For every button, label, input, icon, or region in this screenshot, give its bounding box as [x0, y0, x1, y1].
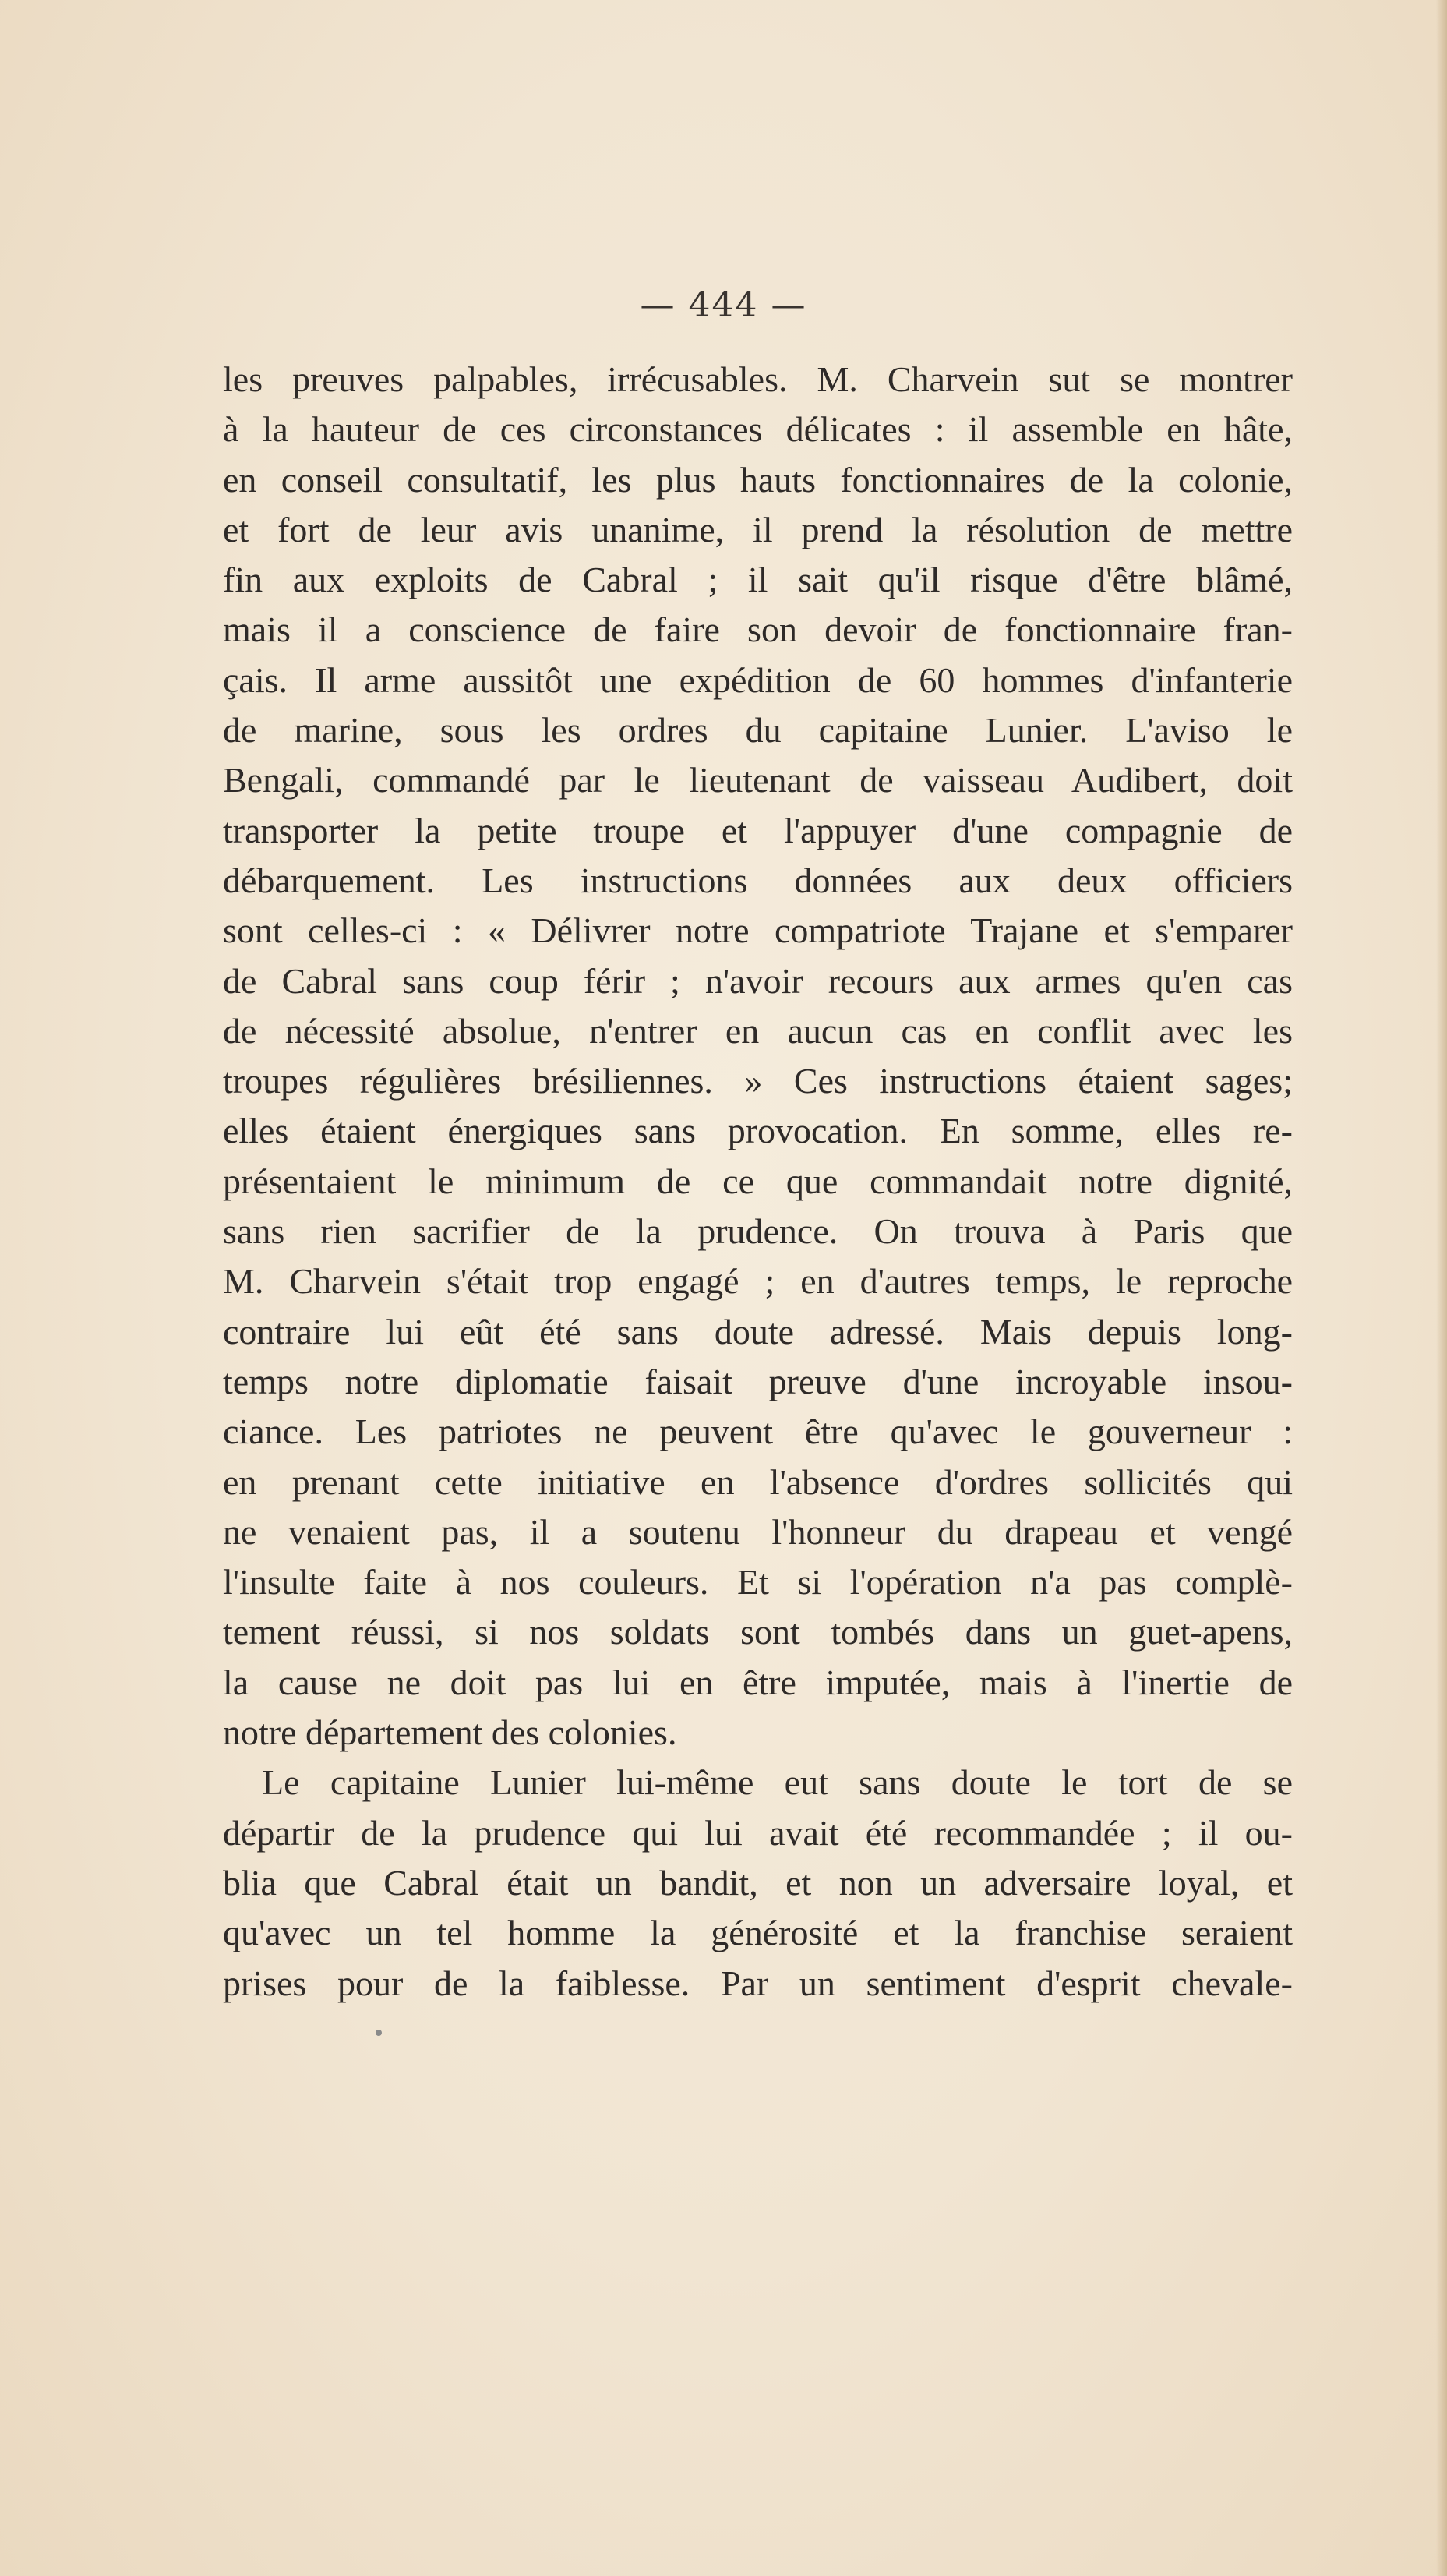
- text-line: en conseil consultatif, les plus hauts fonctionnaires de la colonie,: [223, 459, 1293, 500]
- text-line: et fort de leur avis unanime, il prend la résolution de mettre: [223, 509, 1293, 549]
- text-line: présentaient le minimum de ce que commandait notre dignité,: [223, 1161, 1293, 1201]
- text-line: les preuves palpables, irrécusables. M. Charvein sut se montrer: [223, 359, 1293, 399]
- page-number: — 444 —: [640, 285, 807, 325]
- text-line: transporter la petite troupe et l'appuyer d'une compagnie de: [223, 810, 1293, 850]
- text-line: Bengali, commandé par le lieutenant de vaisseau Audibert, doit: [223, 760, 1293, 800]
- text-line: de marine, sous les ordres du capitaine Lunier. L'aviso le: [223, 710, 1293, 751]
- body-text: [223, 355, 1293, 2009]
- text-line: notre département des colonies.: [223, 1712, 677, 1753]
- text-line: débarquement. Les instructions données aux deux officiers: [223, 860, 1293, 900]
- text-line: contraire lui eût été sans doute adressé. Mais depuis long-: [223, 1311, 1293, 1352]
- text-line: prises pour de la faiblesse. Par un sentiment d'esprit chevale-: [223, 1963, 1293, 2003]
- text-line: sont celles-ci : « Délivrer notre compatriote Trajane et s'emparer: [223, 910, 1293, 951]
- text-line: Le capitaine Lunier lui-même eut sans doute le tort de se: [262, 1762, 1293, 1803]
- text-line: la cause ne doit pas lui en être imputée, mais à l'inertie de: [223, 1662, 1293, 1702]
- text-line: départir de la prudence qui lui avait été recommandée ; il ou-: [223, 1812, 1293, 1853]
- text-line: M. Charvein s'était trop engagé ; en d'autres temps, le reproche: [223, 1261, 1293, 1302]
- text-line: en prenant cette initiative en l'absence d'ordres sollicités qui: [223, 1461, 1293, 1502]
- text-line: de Cabral sans coup férir ; n'avoir recours aux armes qu'en cas: [223, 960, 1293, 1001]
- text-line: temps notre diplomatie faisait preuve d'une incroyable insou-: [223, 1361, 1293, 1401]
- text-line: qu'avec un tel homme la générosité et la franchise seraient: [223, 1913, 1293, 1953]
- text-line: troupes régulières brésiliennes. » Ces instructions étaient sages;: [223, 1061, 1293, 1101]
- text-line: de nécessité absolue, n'entrer en aucun cas en conflit avec les: [223, 1010, 1293, 1051]
- text-line: fin aux exploits de Cabral ; il sait qu'il risque d'être blâmé,: [223, 560, 1293, 600]
- page-edge-shadow: [1436, 0, 1447, 2576]
- text-line: sans rien sacrifier de la prudence. On trouva à Paris que: [223, 1211, 1293, 1252]
- paper-speck: [376, 2030, 382, 2036]
- text-line: l'insulte faite à nos couleurs. Et si l'opération n'a pas complè-: [223, 1562, 1293, 1602]
- text-line: mais il a conscience de faire son devoir de fonctionnaire fran-: [223, 610, 1293, 650]
- text-line: elles étaient énergiques sans provocation. En somme, elles re-: [223, 1111, 1293, 1151]
- text-line: à la hauteur de ces circonstances délicates : il assemble en hâte,: [223, 409, 1293, 450]
- text-line: ne venaient pas, il a soutenu l'honneur du drapeau et vengé: [223, 1511, 1293, 1552]
- text-line: ciance. Les patriotes ne peuvent être qu'avec le gouverneur :: [223, 1412, 1293, 1452]
- text-line: çais. Il arme aussitôt une expédition de 60 hommes d'infanterie: [223, 659, 1293, 700]
- text-line: tement réussi, si nos soldats sont tombés dans un guet-apens,: [223, 1612, 1293, 1652]
- text-line: blia que Cabral était un bandit, et non un adversaire loyal, et: [223, 1862, 1293, 1903]
